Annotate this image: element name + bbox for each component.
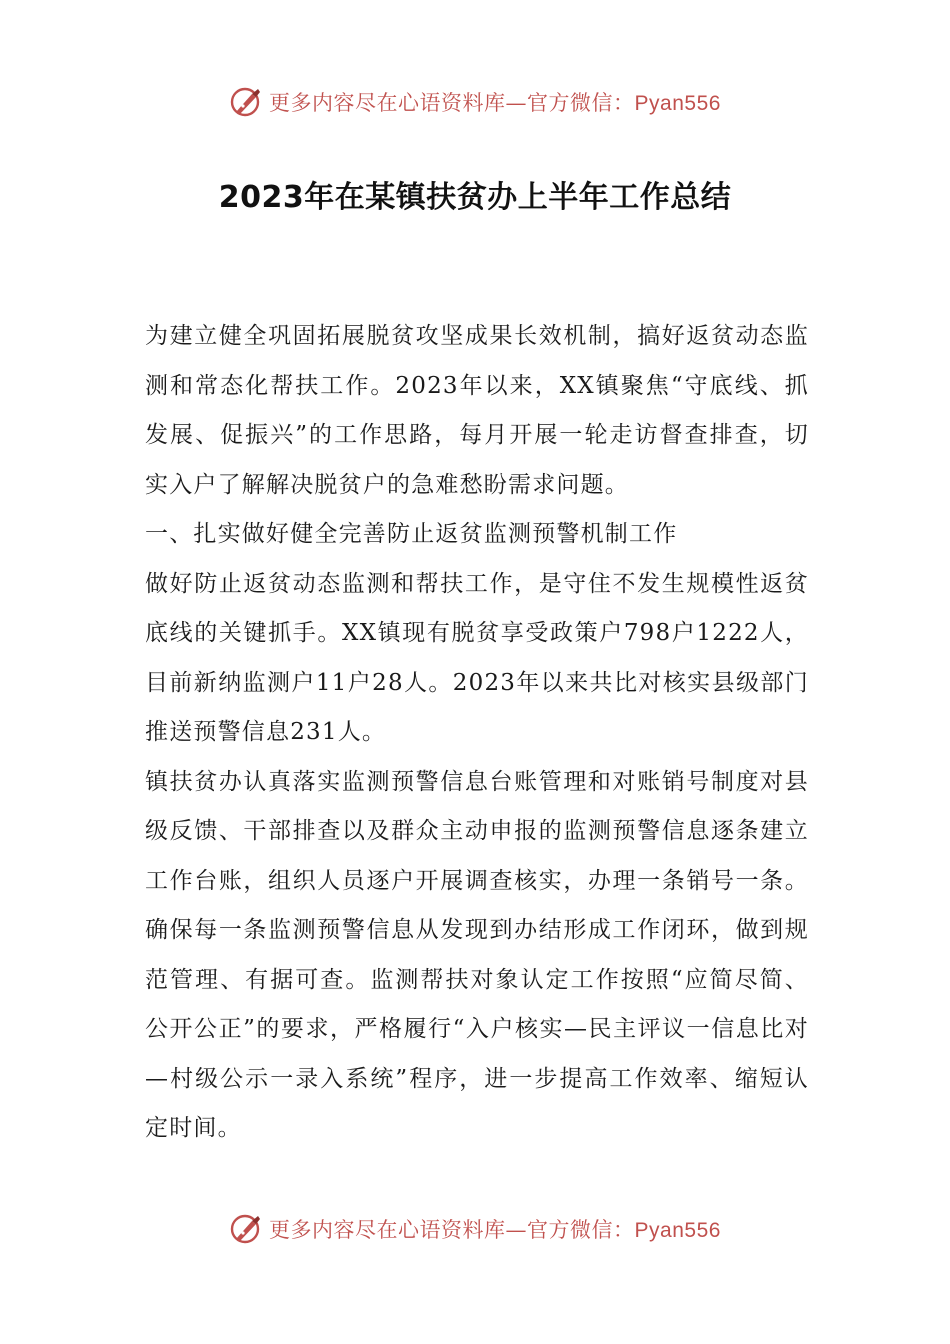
paragraph-monitoring-overview: 做好防止返贫动态监测和帮扶工作，是守住不发生规模性返贫底线的关键抓手。XX镇现有脱贫享受政策户798户1222人，目前新纳监测户11户28人。2023年以来共比对核实县级部门推送预警信息231人。 [145,570,809,745]
watermark-text: 更多内容尽在心语资料库—官方微信：Pyan556 [269,1218,721,1242]
footer-watermark-banner [0,1209,950,1249]
document-body [145,312,809,1154]
pen-nib-logo-icon [229,85,263,119]
section-heading-1: 一、扎实做好健全完善防止返贫监测预警机制工作 [145,521,678,547]
document-title: 2023年在某镇扶贫办上半年工作总结 [218,180,732,215]
wechat-id: Pyan556 [634,1219,721,1242]
wechat-id: Pyan556 [634,92,721,115]
header-watermark-banner [0,82,950,122]
watermark-text: 更多内容尽在心语资料库—官方微信：Pyan556 [269,91,721,115]
paragraph-intro: 为建立健全巩固拓展脱贫攻坚成果长效机制，搞好返贫动态监测和常态化帮扶工作。2023年以来，XX镇聚焦“守底线、抓发展、促振兴”的工作思路，每月开展一轮走访督查排查，切实入户了解解决脱贫户的急难愁盼需求问题。 [145,323,809,498]
paragraph-ledger-management: 镇扶贫办认真落实监测预警信息台账管理和对账销号制度对县级反馈、干部排查以及群众主动申报的监测预警信息逐条建立工作台账，组织人员逐户开展调查核实，办理一条销号一条。确保每一条监测预警信息从发现到办结形成工作闭环，做到规范管理、有据可查。监测帮扶对象认定工作按照“应简尽简、公开公正”的要求，严格履行“入户核实—民主评议一信息比对—村级公示一录入系统”程序，进一步提高工作效率、缩短认定时间。 [145,768,809,1141]
pen-nib-logo-icon [229,1212,263,1246]
